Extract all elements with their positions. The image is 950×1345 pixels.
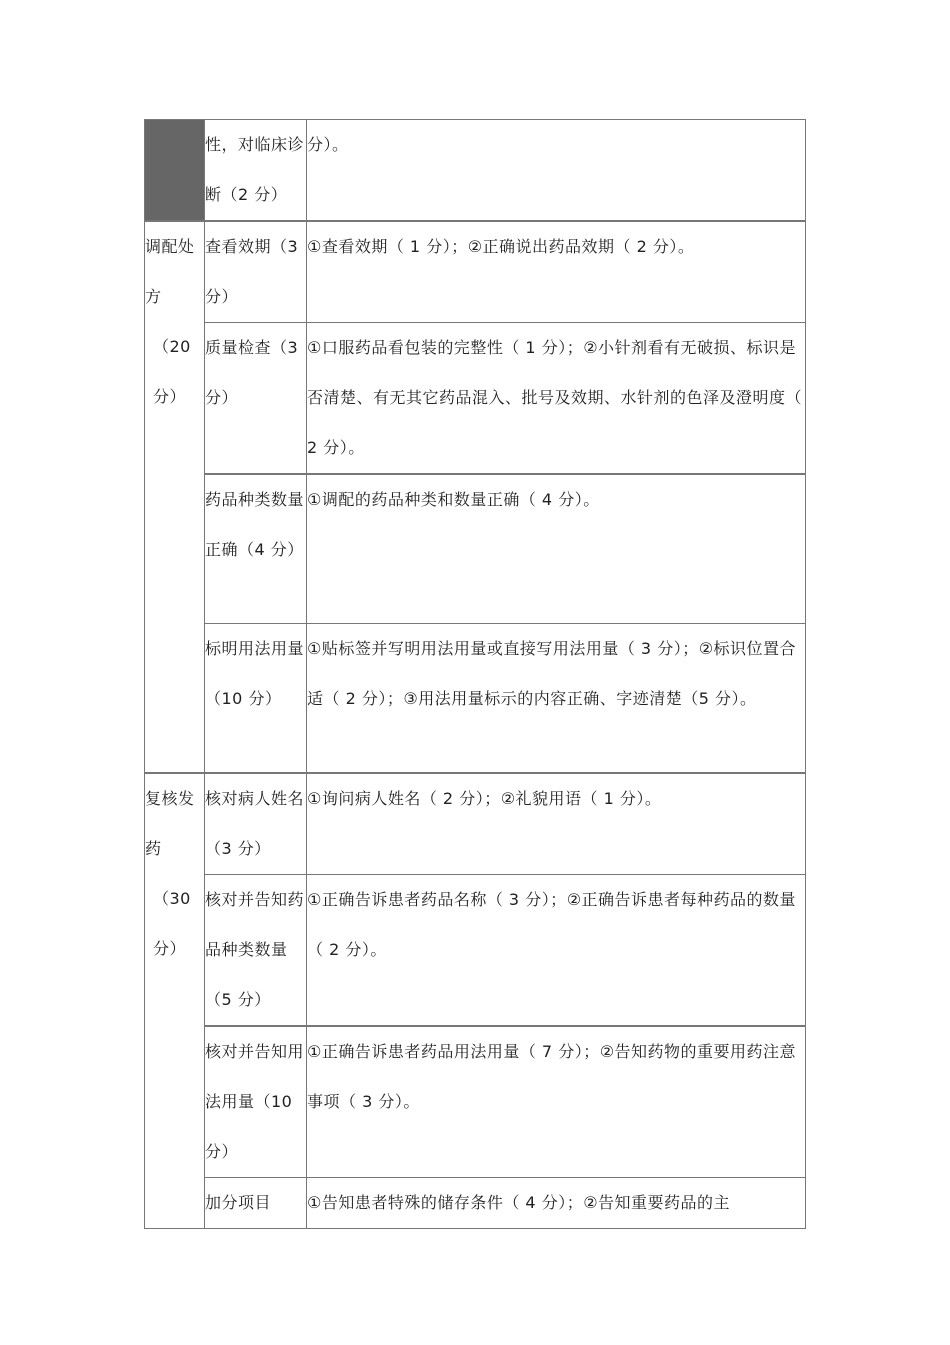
item-cell: 核对并告知用法用量（10 分） xyxy=(205,1026,307,1178)
table-row xyxy=(145,474,806,624)
table-row xyxy=(145,1178,806,1229)
item-cell: 质量检查（3 分） xyxy=(205,323,307,475)
description-cell: ①调配的药品种类和数量正确（ 4 分）。 xyxy=(307,474,806,624)
item-cell: 药品种类数量正确（4 分） xyxy=(205,474,307,624)
category-cell-verify xyxy=(145,773,205,1229)
table-row xyxy=(145,624,806,774)
description-cell: ①告知患者特殊的储存条件（ 4 分）；②告知重要药品的主 xyxy=(307,1178,806,1229)
item-cell: 核对并告知药品种类数量（5 分） xyxy=(205,875,307,1027)
item-cell: 核对病人姓名（3 分） xyxy=(205,773,307,875)
category-label: 复核发药 xyxy=(145,789,195,858)
item-cell: 性，对临床诊断（2 分） xyxy=(205,120,307,222)
table-row xyxy=(145,773,806,875)
description-cell: ①查看效期（ 1 分）；②正确说出药品效期（ 2 分）。 xyxy=(307,221,806,323)
category-score: （20 分） xyxy=(153,337,191,406)
table-row xyxy=(145,120,806,222)
scoring-table-page xyxy=(144,119,806,1229)
table-row xyxy=(145,323,806,475)
item-cell: 加分项目 xyxy=(205,1178,307,1229)
category-cell-dispensing xyxy=(145,221,205,773)
category-score: （30 分） xyxy=(153,889,191,958)
category-label: 调配处方 xyxy=(145,237,195,306)
shaded-cell xyxy=(145,120,205,222)
item-cell: 查看效期（3 分） xyxy=(205,221,307,323)
description-cell: ①正确告诉患者药品用法用量（ 7 分）；②告知药物的重要用药注意事项（ 3 分）。 xyxy=(307,1026,806,1178)
scoring-table xyxy=(144,119,806,1229)
description-cell: ①询问病人姓名（ 2 分）；②礼貌用语（ 1 分）。 xyxy=(307,773,806,875)
description-cell: ①贴标签并写明用法用量或直接写用法用量（ 3 分）；②标识位置合适（ 2 分）；③用法用量标示的内容正确、字迹清楚（5 分）。 xyxy=(307,624,806,774)
description-cell: 分）。 xyxy=(307,120,806,222)
table-row xyxy=(145,221,806,323)
table-row xyxy=(145,875,806,1027)
description-cell: ①口服药品看包装的完整性（ 1 分）；②小针剂看有无破损、标识是否清楚、有无其它药品混入、批号及效期、水针剂的色泽及澄明度（ 2 分）。 xyxy=(307,323,806,475)
item-cell: 标明用法用量（10 分） xyxy=(205,624,307,774)
description-cell: ①正确告诉患者药品名称（ 3 分）；②正确告诉患者每种药品的数量（ 2 分）。 xyxy=(307,875,806,1027)
table-row xyxy=(145,1026,806,1178)
